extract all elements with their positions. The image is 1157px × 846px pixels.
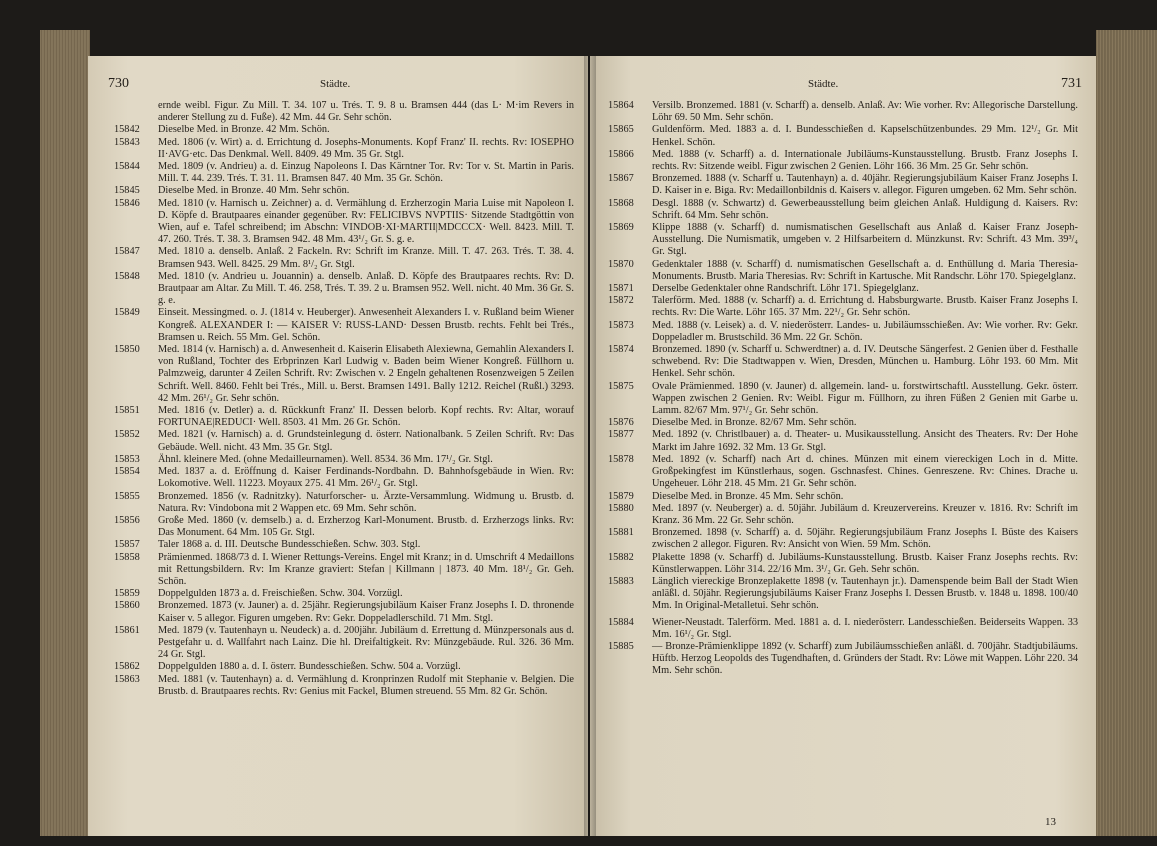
lot-number: 15844 [114, 161, 140, 173]
page-edges-right [1096, 30, 1157, 836]
lot-description: Med. 1810 (v. Andrieu u. Jouannin) a. denselb. Anlaß. D. Köpfe des Brautpaares rechts. Rv: D. Brautpaar am Altar. Zu Mill. T. 46. 258, Trés. T. 39. 2 u. Bramsen 952. Well. nicht. 40 Mm. 36 Gr. S. g. e. [158, 270, 574, 307]
lot-description: Dieselbe Med. in Bronze. 40 Mm. Sehr schön. [158, 185, 350, 197]
catalogue-entry [608, 576, 1078, 613]
lot-number: 15882 [608, 551, 634, 563]
lot-description: Med. 1892 (v. Scharff) nach Art d. chines. Münzen mit einem viereckigen Loch in d. Mitte. Großpekingfest im Künstlerhaus, sogen. Gschnasfest. Chines. Genreszene. Rv: Chines. Drache u. Ungeheuer. Löhr 218. 45 Mm. 21 Gr. Sehr schön. [652, 453, 1078, 490]
lot-number: 15861 [114, 624, 140, 636]
catalogue-entry [114, 100, 574, 124]
lot-description: Große Med. 1860 (v. demselb.) a. d. Erzherzog Karl-Monument. Brustb. d. Erzherzogs links. Rv: Das Monument. 64 Mm. 105 Gr. Stgl. [158, 514, 574, 539]
lot-number: 15885 [608, 640, 634, 652]
lot-number: 15859 [114, 588, 140, 600]
lot-description: Med. 1806 (v. Wirt) a. d. Errichtung d. Josephs-Monuments. Kopf Franz' II. rechts. Rv: IOSEPHO II·AVG·etc. Das Denkmal. Well. 8409. 49 Mm. 35 Gr. Stgl. [158, 136, 574, 160]
catalogue-entry [114, 124, 574, 136]
lot-number: 15850 [114, 344, 140, 356]
lot-description: Bronzemed. 1898 (v. Scharff) a. d. 50jähr. Regierungsjubiläum Franz Josephs I. Büste des Kaisers zwischen 2 allegor. Figuren. Rv: Ansicht von Wien. 59 Mm. Schön. [652, 527, 1078, 551]
catalogue-entry [608, 381, 1078, 418]
lot-number: 15884 [608, 616, 634, 628]
running-head: Städte. [808, 78, 839, 90]
catalogue-entry [608, 283, 1078, 295]
catalogue-entry [114, 185, 574, 197]
catalogue-entry [608, 641, 1078, 678]
lot-description: Med. 1816 (v. Detler) a. d. Rückkunft Franz' II. Dessen belorb. Kopf rechts. Rv: Altar, worauf FORTUNAE|REDUCI· Well. 8503. 41 Mm. 26 Gr. Schön. [158, 405, 574, 429]
lot-number: 15876 [608, 417, 634, 429]
catalogue-entry [608, 527, 1078, 551]
lot-number: 15842 [114, 124, 140, 136]
lot-description: Dieselbe Med. in Bronze. 45 Mm. Sehr schön. [652, 490, 844, 502]
lot-number [114, 100, 158, 124]
lot-number: 15877 [608, 429, 634, 441]
catalogue-entry [114, 539, 574, 551]
catalogue-entry [608, 429, 1078, 453]
lot-description: Guldenförm. Med. 1883 a. d. I. Bundesschießen d. Kapselschützenbundes. 29 Mm. 12¹/₂ Gr. Mit Henkel. Schön. [652, 124, 1078, 148]
lot-description: Bronzemed. 1873 (v. Jauner) a. d. 25jähr. Regierungsjubiläum Kaiser Franz Josephs I. D. thronende Kaiser v. 5 allegor. Figuren umgeben. Rv: Gekr. Doppeladlerschild. 71 Mm. Stgl. [158, 600, 574, 624]
lot-description: Ähnl. kleinere Med. (ohne Medailleurnamen). Well. 8534. 36 Mm. 17¹/₂ Gr. Stgl. [158, 453, 493, 465]
lot-description: Derselbe Gedenktaler ohne Randschrift. Löhr 171. Spiegelglanz. [652, 283, 919, 295]
lot-description: Med. 1888 (v. Leisek) a. d. V. niederösterr. Landes- u. Jubiläumsschießen. Av: Wie vorher. Rv: Gekr. Doppeladler m. Brustschild. 36 Mm. 22 Gr. Schön. [652, 319, 1078, 343]
catalogue-entry [114, 246, 574, 270]
lot-description: Ovale Prämienmed. 1890 (v. Jauner) d. allgemein. land- u. forstwirtschaftl. Ausstellung. Gekr. österr. Wappen zwischen 2 Genien. Rv: Weibl. Figur m. Füllhorn, zu ihren Füßen 2 Genien mit Garbe u. Lamm. 82/67 Mm. 97¹/₂ Gr. Sehr schön. [652, 380, 1078, 417]
catalogue-entry [608, 552, 1078, 576]
catalogue-entry [114, 466, 574, 490]
running-head: Städte. [320, 78, 351, 90]
lot-number: 15875 [608, 380, 634, 392]
lot-number: 15865 [608, 124, 634, 136]
lot-number: 15853 [114, 453, 140, 465]
catalogue-entry [608, 100, 1078, 124]
catalogue-column [608, 100, 1078, 678]
catalogue-entry [114, 307, 574, 344]
lot-number: 15870 [608, 258, 634, 270]
signature-mark: 13 [1045, 816, 1056, 828]
catalogue-entry [114, 552, 574, 589]
page-number: 731 [1061, 76, 1082, 91]
catalogue-entry [608, 198, 1078, 222]
lot-number: 15874 [608, 344, 634, 356]
catalogue-entry [114, 161, 574, 185]
lot-number: 15849 [114, 307, 140, 319]
catalogue-entry [608, 617, 1078, 641]
catalogue-entry [608, 454, 1078, 491]
lot-number: 15868 [608, 197, 634, 209]
lot-description: Med. 1810 (v. Harnisch u. Zeichner) a. d. Vermählung d. Erzherzogin Maria Luise mit Napoleon I. D. Köpfe d. Brautpaares einander gegenüber. Rv: FELICIBVS NVPTIIS· Sitzende Stadtgöttin von Wien, auf e. Tafel schreibend; im Abschn: VINDOB·XI·MARTII|MDCCCX· Well. 8423. Mill. T. 47. 260. Trés. T. 38. 3. Bramsen 942. 48 Mm. 43¹/₂ Gr. S. g. e. [158, 197, 574, 246]
lot-description: Einseit. Messingmed. o. J. (1814 v. Heuberger). Anwesenheit Alexanders I. v. Rußland beim Wiener Kongreß. ALEXANDER I: — KAISER V: RUSS-LAND· Dessen Brustb. rechts. Fehlt bei Trés., Bramsen u. Reich. 55 Mm. Gel. Schön. [158, 307, 574, 343]
catalogue-entry [114, 137, 574, 161]
lot-description: Bronzemed. 1888 (v. Scharff u. Tautenhayn) a. d. 40jähr. Regierungsjubiläum Kaiser Franz Josephs I. D. Kaiser in e. Biga. Rv: Medaillonbildnis d. Kaisers v. allegor. Figuren umgeben. 62 Mm. Sehr schön. [652, 173, 1078, 197]
lot-description: Med. 1879 (v. Tautenhayn u. Neudeck) a. d. 200jähr. Jubiläum d. Errettung d. Münzpersonals aus d. Pestgefahr u. d. Wallfahrt nach Lainz. Die hl. Dreifaltigkeit. Rv: Münzgebäude. Rul. 326. 36 Mm. 24 Gr. Stgl. [158, 624, 574, 661]
catalogue-entry [608, 344, 1078, 381]
lot-number: 15883 [608, 575, 634, 587]
left-page [88, 56, 588, 836]
lot-description: Med. 1892 (v. Christlbauer) a. d. Theater- u. Musikausstellung. Ansicht des Theaters. Rv: Der Hohe Markt im Jahre 1692. 32 Mm. 13 Gr. Stgl. [652, 429, 1078, 453]
lot-description: Med. 1821 (v. Harnisch) a. d. Grundsteinlegung d. österr. Nationalbank. 5 Zeilen Schrift. Rv: Das Gebäude. Well. nicht. 43 Mm. 35 Gr. Stgl. [158, 429, 574, 453]
lot-description: Doppelgulden 1880 a. d. I. österr. Bundesschießen. Schw. 504 a. Vorzügl. [158, 661, 461, 673]
lot-description: Dieselbe Med. in Bronze. 82/67 Mm. Sehr schön. [652, 417, 857, 429]
lot-description: Med. 1810 a. denselb. Anlaß. 2 Fackeln. Rv: Schrift im Kranze. Mill. T. 47. 263. Trés. T. 38. 4. Bramsen 943. Well. 8425. 29 Mm. 8¹/₂ Gr. Stgl. [158, 246, 574, 270]
lot-description: Prämienmed. 1868/73 d. I. Wiener Rettungs-Vereins. Engel mit Kranz; in d. Umschrift 4 Medaillons mit Rettungsbildern. Rv: Im Kranze graviert: Stefan | Killmann | 1873. 40 Mm. 18¹/₂ Gr. Geh. Schön. [158, 551, 574, 587]
catalogue-entry [114, 625, 574, 662]
lot-description: Plakette 1898 (v. Scharff) d. Jubiläums-Kunstausstellung. Brustb. Kaiser Franz Josephs rechts. Rv: Künstlerwappen. Löhr 314. 22/16 Mm. 3¹/₂ Gr. Geh. Sehr schön. [652, 551, 1078, 575]
lot-description: Versilb. Bronzemed. 1881 (v. Scharff) a. denselb. Anlaß. Av: Wie vorher. Rv: Allegorische Darstellung. Löhr 69. 50 Mm. Sehr schön. [652, 100, 1078, 124]
lot-number: 15852 [114, 429, 140, 441]
lot-description: Med. 1837 a. d. Eröffnung d. Kaiser Ferdinands-Nordbahn. D. Bahnhofsgebäude in Wien. Rv: Lokomotive. Well. 11223. Moyaux 275. 41 Mm. 26¹/₂ Gr. Stgl. [158, 466, 574, 490]
lot-number: 15843 [114, 136, 140, 148]
catalogue-entry [608, 259, 1078, 283]
lot-number: 15848 [114, 270, 140, 282]
lot-number: 15857 [114, 539, 140, 551]
lot-number: 15858 [114, 551, 140, 563]
lot-number: 15851 [114, 405, 140, 417]
lot-number: 15855 [114, 490, 140, 502]
lot-number: 15862 [114, 661, 140, 673]
lot-description: Med. 1888 (v. Scharff) a. d. Internationale Jubiläums-Kunstausstellung. Brustb. Franz Josephs I. rechts. Rv: Sitzende weibl. Figur zwischen 2 Genien. Löhr 166. 36 Mm. 25 Gr. Sehr schön. [652, 148, 1078, 173]
lot-number: 15863 [114, 673, 140, 685]
catalogue-entry [114, 271, 574, 308]
lot-number: 15873 [608, 319, 634, 331]
catalogue-entry [608, 503, 1078, 527]
page-edges-left [40, 30, 90, 836]
catalogue-entry [608, 491, 1078, 503]
lot-description: Med. 1809 (v. Andrieu) a. d. Einzug Napoleons I. Das Kärntner Tor. Rv: Tor v. St. Martin in Paris. Mill. T. 44. 239. Trés. T. 31. 11. Bramsen 847. 40 Mm. 35 Gr. Schön. [158, 161, 574, 185]
lot-number: 15879 [608, 490, 634, 502]
catalogue-column [114, 100, 574, 698]
lot-description: Gedenktaler 1888 (v. Scharff) d. numismatischen Gesellschaft a. d. Enthüllung d. Maria Theresia-Monuments. Brustb. Maria Theresias. Rv: Schrift in Kartusche. Mit Randschr. Löhr 170. Spiegelglanz. [652, 258, 1078, 282]
catalogue-entry [114, 674, 574, 698]
catalogue-entry [608, 173, 1078, 197]
right-page [590, 56, 1096, 836]
lot-number: 15854 [114, 466, 140, 478]
lot-description: Dieselbe Med. in Bronze. 42 Mm. Schön. [158, 124, 330, 136]
lot-number: 15871 [608, 283, 634, 295]
catalogue-entry [608, 149, 1078, 173]
lot-description: Doppelgulden 1873 a. d. Freischießen. Schw. 304. Vorzügl. [158, 588, 403, 600]
lot-description: — Bronze-Prämienklippe 1892 (v. Scharff) zum Jubiläumsschießen anläßl. d. 700jähr. Stadtjubiläums. Hüftb. Herzog Leopolds des Tugendhaften, d. Gründers der Stadt. Rv: Löwe mit Wappen. Löhr 220. 34 Mm. Sehr schön. [652, 640, 1078, 677]
lot-description: Länglich viereckige Bronzeplakette 1898 (v. Tautenhayn jr.). Damenspende beim Ball der Stadt Wien anläßl. d. 50jähr. Regierungsjubiläums Kaiser Franz Josephs I. Dessen Brustb. v. 1848 u. 1898. 100/40 Mm. In Original-Metalletui. Sehr schön. [652, 575, 1078, 612]
catalogue-entry [114, 588, 574, 600]
lot-number: 15872 [608, 295, 634, 307]
lot-number: 15847 [114, 246, 140, 258]
lot-description: Desgl. 1888 (v. Schwartz) d. Gewerbeausstellung beim gleichen Anlaß. Huldigung d. Kaisers. Rv: Schrift. 64 Mm. Sehr schön. [652, 197, 1078, 221]
lot-number: 15856 [114, 514, 140, 526]
lot-description: Med. 1881 (v. Tautenhayn) a. d. Vermählung d. Kronprinzen Rudolf mit Stephanie v. Belgien. Die Brustb. d. Brautpaares rechts. Rv: Genius mit Fackel, Blumen streuend. 55 Mm. 82 Gr. Schön. [158, 673, 574, 697]
lot-number: 15846 [114, 197, 140, 209]
lot-description: Taler 1868 a. d. III. Deutsche Bundesschießen. Schw. 303. Stgl. [158, 539, 421, 551]
lot-description: Talerförm. Med. 1888 (v. Scharff) a. d. Errichtung d. Habsburgwarte. Brustb. Kaiser Franz Josephs I. rechts. Rv: Die Warte. Löhr 165. 37 Mm. 22¹/₂ Gr. Sehr schön. [652, 295, 1078, 319]
lot-description: Klippe 1888 (v. Scharff) d. numismatischen Gesellschaft aus Anlaß d. Kaiser Franz Joseph-Ausstellung. Die Numismatik, umgeben v. 2 Hilfsarbeitern d. Münzkunst. Rv: Schrift. 43 Mm. 39³/₄ Gr. Stgl. [652, 222, 1078, 258]
lot-number: 15880 [608, 502, 634, 514]
lot-description: Bronzemed. 1856 (v. Radnitzky). Naturforscher- u. Ärzte-Versammlung. Widmung u. Brustb. d. Natura. Rv: Vindobona mit 2 Wappen etc. 69 Mm. Sehr schön. [158, 490, 574, 514]
lot-number: 15860 [114, 600, 140, 612]
catalogue-entry [114, 661, 574, 673]
catalogue-entry [114, 198, 574, 247]
catalogue-entry [114, 515, 574, 539]
page-number: 730 [108, 76, 129, 91]
catalogue-entry [114, 491, 574, 515]
catalogue-entry [114, 344, 574, 405]
lot-number: 15867 [608, 173, 634, 185]
catalogue-entry [114, 429, 574, 453]
lot-number: 15869 [608, 222, 634, 234]
lot-description: Wiener-Neustadt. Talerförm. Med. 1881 a. d. I. niederösterr. Landesschießen. Beiderseits Wappen. 33 Mm. 16¹/₂ Gr. Stgl. [652, 616, 1078, 640]
lot-number: 15878 [608, 453, 634, 465]
catalogue-entry [608, 320, 1078, 344]
catalogue-entry [608, 417, 1078, 429]
lot-description: ernde weibl. Figur. Zu Mill. T. 34. 107 u. Trés. T. 9. 8 u. Bramsen 444 (das L· M·im Revers in anderer Stellung zu d. Fuße). 42 Mm. 44 Gr. Sehr schön. [158, 100, 574, 124]
catalogue-entry [608, 222, 1078, 259]
catalogue-entry [114, 600, 574, 624]
lot-number: 15866 [608, 148, 634, 160]
lot-number: 15864 [608, 100, 634, 111]
lot-description: Bronzemed. 1890 (v. Scharff u. Schwerdtner) a. d. IV. Deutsche Sängerfest. 2 Genien über d. Festhalle schwebend. Rv: Die Stadtwappen v. Wien, Dresden, München u. Hamburg. Löhr 193. 60 Mm. Mit Henkel. Sehr schön. [652, 344, 1078, 380]
catalogue-entry [114, 454, 574, 466]
catalogue-entry [608, 124, 1078, 148]
lot-number: 15881 [608, 527, 634, 539]
lot-number: 15845 [114, 185, 140, 197]
catalogue-entry [608, 295, 1078, 319]
gutter [584, 56, 596, 836]
lot-description: Med. 1897 (v. Neuberger) a. d. 50jähr. Jubiläum d. Kreuzervereins. Kreuzer v. 1816. Rv: Schrift im Kranz. 36 Mm. 22 Gr. Sehr schön. [652, 502, 1078, 526]
catalogue-entry [114, 405, 574, 429]
lot-description: Med. 1814 (v. Harnisch) a. d. Anwesenheit d. Kaiserin Elisabeth Alexiewna, Gemahlin Alexanders I. von Rußland, Tochter des Erbprinzen Karl Ludwig v. Baden beim Wiener Kongreß. Füllhorn u. Palmzweig, darunter 4 Zeilen Schrift. Rv: Zwischen v. 2 Engeln gehaltenen Rosenzweigen 5 Zeilen Schrift. Well. 8460. Fehlt bei Trés., Mill. u. Berst. Bramsen 1491. Bally 1212. Reichel (Rußl.) 3293. 42 Mm. 26¹/₂ Gr. Sehr schön. [158, 344, 574, 404]
